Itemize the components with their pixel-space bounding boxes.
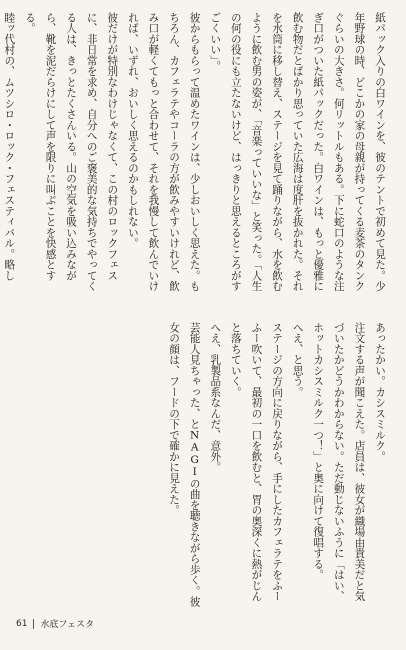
paragraph: 注文する声が聞こえた。店員は、彼女が織場由貴美だと気づいたかどうかわからない。ただ動じないふうに「はい、ホットカシスミルク一つ！」と奥に向けて復唱する。 (312, 322, 366, 602)
paragraph: へえ、乳製品系なんだ、意外。 (209, 322, 222, 473)
paragraph: ステージの方向に戻りながら、手にしたカフェラテをふーふー吹いて、最初の一口を飲むと、胃の奥深くに熱がじんと落ちていく。 (229, 322, 284, 602)
paragraph: 彼からもらって温めたワインは、少しおいしく思えた。もちろん、カフェラテやコーラの方が飲みやすいけれど、飲み口が軽くてもっと合わせて、それを我慢して飲んでいければ、いずれ、おいしく思えるのかもしれない。 (126, 12, 201, 292)
lower-text-block (18, 322, 390, 608)
paragraph: 彼だけが特別なわけじゃなくて、この村のロックフェスに、非日常を求め、自分へのご褒美的な気持ちでやってくる人は、きっとたくさんいる。山の空気を吸い込みながら、靴を泥だらけにして声を限りに叫ぶことを快感とする。 (23, 12, 119, 292)
page-footer (16, 617, 94, 630)
paragraph: 睦ッ代村の、ムツシロ・ロック・フェスティバル。略し (3, 12, 16, 281)
page-number: 61 (16, 618, 28, 629)
running-title: 水底フェスタ (40, 620, 95, 630)
upper-text-block (3, 12, 390, 300)
paragraph: へえ、と思う。 (291, 322, 304, 398)
paragraph: あったかい。カシスミルク。 (374, 322, 386, 462)
paragraph: 芸能人見ちゃった、とNAGIの曲を聴きながら歩く。彼女の顔は、フードの下で確かに見えた。 (168, 322, 201, 608)
paragraph: 紙パック入りの白ワインを、彼のテントで初めて見た。少年野球の時、どこかの家の母親が持ってくる麦茶のタンクぐらいの大きさ。何リットルもある。下に蛇口のような注ぎ口がついた紙パックだった。白ワインは、もっと優雅に飲む物だとばかり思っていた広海は度肝を抜かれた。それを水筒に移し替え、ステージを見て踊りながら、水を飲むように飲む男の姿が、「音楽っていいな」と笑った。「人生の何の役にも立たないけど、はっきりと思えるところがすごくいい」。 (209, 12, 386, 292)
footer-divider (33, 619, 34, 629)
